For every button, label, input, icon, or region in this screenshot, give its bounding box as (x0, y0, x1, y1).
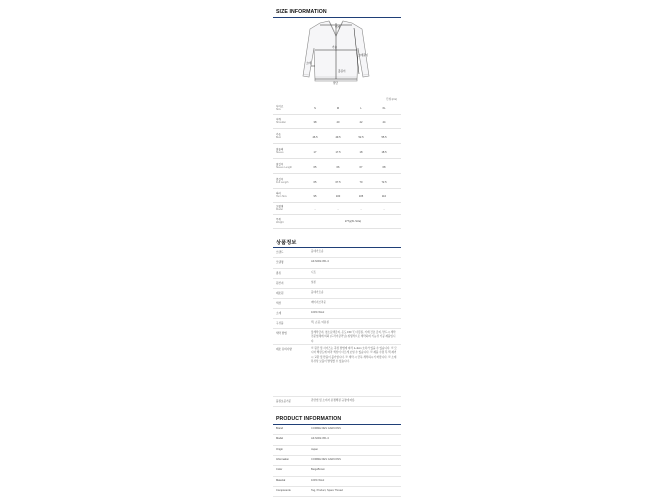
info-key: Information (276, 458, 289, 461)
cell-m: 100 (335, 195, 341, 198)
cell-s: 17 (313, 151, 317, 154)
info-row (273, 477, 401, 487)
info-value: 100% Wool (311, 311, 325, 314)
product-detail-column (273, 0, 401, 500)
info-value: 꼼데가르송 (311, 291, 324, 294)
info-row (273, 397, 401, 407)
info-value: 관련법 및 소비자 분쟁해결 규정에 따름 (311, 399, 355, 402)
weight-value: 277g(XL Size) (344, 220, 362, 223)
cell-xl: - (383, 208, 385, 211)
row-label-ko: 팔둘레 (276, 148, 284, 151)
row-label-ko: 무게 (276, 218, 281, 221)
cell-l: - (360, 208, 362, 211)
info-key: Brand (276, 427, 283, 430)
info-value: BeigeBrown (311, 468, 325, 471)
info-key: 브랜드 (276, 251, 284, 254)
cell-m: 66 (336, 166, 340, 169)
info-key: 모델명 (276, 261, 284, 264)
cell-l: 18 (359, 151, 363, 154)
info-key: Components (276, 489, 291, 492)
cell-l: L (360, 107, 362, 110)
info-key: Material (276, 479, 286, 482)
size-row (273, 144, 401, 159)
cell-xl: 68 (382, 166, 386, 169)
row-label-en: Hem Size (276, 195, 287, 199)
info-key: Model (276, 437, 284, 440)
info-key: 제조 유의사항 (276, 348, 292, 351)
row-label-en: Shoulder (276, 121, 287, 125)
info-row (273, 289, 401, 299)
info-key: 구성품 (276, 322, 284, 325)
cell-l: 105 (358, 195, 364, 198)
info-row (273, 466, 401, 477)
info-key: Color (276, 468, 283, 471)
row-label-en: Sleeve Length (276, 166, 292, 170)
cell-m: - (337, 208, 339, 211)
cell-xl: 44 (382, 121, 386, 124)
info-key: 색상 (276, 302, 282, 305)
cell-l: 42 (359, 121, 363, 124)
info-value: ※ 원단 및 사이즈는 측정 방법에 따라 1~3cm 오차가 있을 수 있습니다. ※ 모니터 해상도에 따라 색상이 다르게 보일 수 있습니다. ※ 제품 수령 후 택 제거 시 교환 및 반품이 불가합니다. ※ 세탁 시 단독 세탁하시기 바랍니다. ※ 소재 특성상 보풀이 발생할 수 있습니다. (311, 347, 397, 363)
cell-xl: XL (382, 107, 386, 110)
info-row (273, 299, 401, 309)
info-row (273, 345, 401, 397)
weight-row (273, 215, 401, 229)
size-row (273, 189, 401, 203)
info-value: 일본 (311, 281, 317, 284)
info-row (273, 269, 401, 279)
info-value: 100% Wool (311, 479, 325, 482)
info-row (273, 319, 401, 329)
row-label-en: Full Length (276, 181, 289, 185)
label-chest: 가슴 (332, 46, 338, 49)
info-key: Origin (276, 448, 283, 451)
info-row (273, 446, 401, 456)
row-label-ko: 사이즈 (276, 105, 284, 108)
info-value: 물세탁금지, 염소표백금지, 온도 150 ℃ 다림질, 기계 건조 금지, 반드시 세탁 전문업체에 의뢰 (드라이클리닝) 위생적으로 세탁하며 기능성 가공 제품입니다. (311, 331, 396, 343)
size-row (273, 102, 401, 115)
info-key: 종류 (276, 272, 282, 275)
info-value: COMME DES GARCONS (311, 458, 341, 461)
cell-m: 67.5 (335, 181, 341, 184)
cell-l: 52.5 (358, 136, 364, 139)
unit-label: 단위:(cm) (386, 98, 397, 101)
row-label-en: Bust (276, 136, 282, 140)
row-label-ko: 가슴 (276, 133, 281, 136)
info-key: 원산지 (276, 282, 284, 285)
label-shoulder: 어깨 (335, 26, 341, 29)
cell-m: 17.5 (335, 151, 341, 154)
info-row (273, 309, 401, 319)
info-value: COMME DES GARCONS (311, 427, 341, 430)
info-key: 품질보증기준 (276, 400, 292, 403)
label-full-length: 총길이 (338, 70, 346, 73)
cell-l: 70 (359, 181, 363, 184)
size-info-title: SIZE INFORMATION (276, 9, 327, 15)
info-row (273, 487, 401, 497)
cell-s: 38 (313, 121, 317, 124)
row-label-ko: 어깨 (276, 118, 281, 121)
info-row (273, 435, 401, 446)
size-row (273, 203, 401, 215)
info-row (273, 456, 401, 466)
cell-xl: 18.5 (381, 151, 387, 154)
row-label-ko: 모델명 (276, 205, 284, 208)
cell-xl: 72.5 (381, 181, 387, 184)
info-value: 니트 (311, 271, 317, 274)
info-row (273, 279, 401, 289)
info-value: AZ-N002-051-3 (311, 437, 329, 440)
cell-s: - (314, 208, 316, 211)
cell-m: 40 (336, 121, 340, 124)
row-label-en: Sleeve (276, 151, 284, 155)
cell-s: 46.5 (312, 136, 318, 139)
size-row (273, 129, 401, 144)
info-key: 소재 (276, 312, 282, 315)
info-key: 제조원 (276, 292, 284, 295)
info-value: 택, 쇼핑, 여분실 (311, 321, 329, 324)
row-label-en: Model (276, 208, 283, 212)
row-label-ko: 허리 (276, 192, 281, 195)
label-hem: 밑단 (333, 82, 339, 85)
row-label-ko: 총길이 (276, 178, 284, 181)
label-sleeve-length: 소매길이 (358, 54, 369, 57)
sweater-size-diagram (298, 18, 374, 92)
info-row (273, 258, 401, 269)
size-row (273, 159, 401, 174)
cell-l: 67 (359, 166, 363, 169)
info-row (273, 425, 401, 435)
info-value: Tag, Product, Spare Thread (311, 489, 343, 492)
info-row (273, 329, 401, 345)
cell-s: S (314, 107, 316, 110)
info-key: 세탁 방법 (276, 332, 287, 335)
label-sleeve: 소매 (306, 62, 312, 65)
info-value: 꼼데가르송 (311, 250, 324, 253)
cell-xl: 110 (381, 195, 387, 198)
info-value: 베이지브라운 (311, 301, 327, 304)
cell-s: 65 (313, 166, 317, 169)
row-label-en: Weight (276, 221, 284, 225)
row-label-en: Size (276, 108, 281, 112)
product-info-en-title: PRODUCT INFORMATION (276, 416, 342, 422)
cell-m: 49.5 (335, 136, 341, 139)
info-value: Japan (311, 448, 319, 451)
row-label-ko: 팔길이 (276, 163, 284, 166)
info-value: AZ-N002-051-3 (311, 260, 329, 263)
size-row (273, 174, 401, 189)
product-info-ko-title: 상품정보 (276, 240, 297, 246)
size-row (273, 115, 401, 129)
cell-m: M (336, 107, 340, 110)
info-row (273, 248, 401, 258)
cell-xl: 55.5 (381, 136, 387, 139)
cell-s: 95 (313, 195, 317, 198)
cell-s: 65 (313, 181, 317, 184)
